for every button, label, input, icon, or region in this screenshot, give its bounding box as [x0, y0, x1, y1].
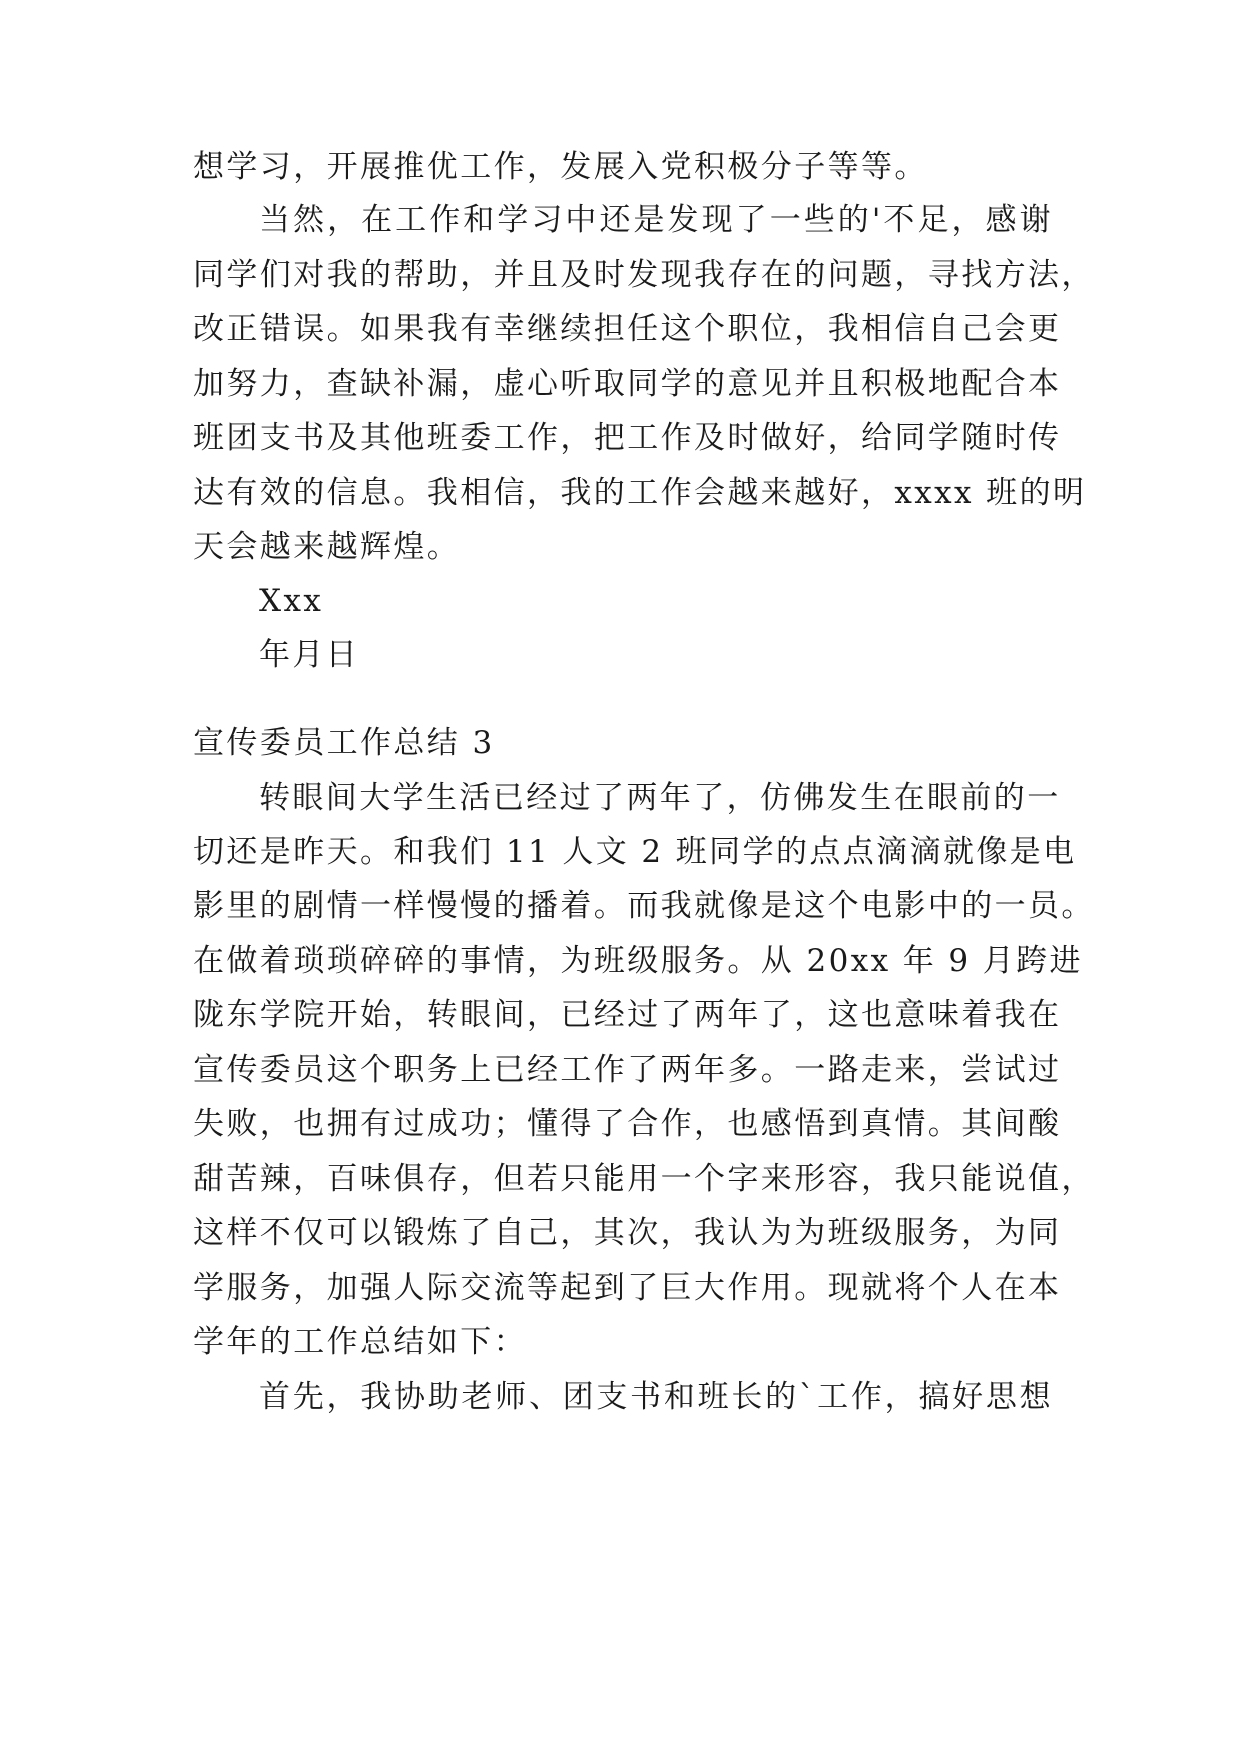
signature-name: Xxx: [259, 583, 324, 619]
paragraph-line: 班团支书及其他班委工作，把工作及时做好，给同学随时传: [193, 420, 1062, 456]
paragraph-line: 当然，在工作和学习中还是发现了一些的'不足，感谢: [259, 202, 1053, 238]
paragraph-line: 甜苦辣，百味俱存，但若只能用一个字来形容，我只能说值，: [193, 1161, 1095, 1197]
paragraph-line: 失败，也拥有过成功；懂得了合作，也感悟到真情。其间酸: [193, 1106, 1062, 1142]
paragraph-line: 想学习，开展推优工作，发展入党积极分子等等。: [193, 149, 928, 185]
paragraph-line: 宣传委员这个职务上已经工作了两年多。一路走来，尝试过: [193, 1052, 1062, 1088]
paragraph-line: 影里的剧情一样慢慢的播着。而我就像是这个电影中的一员。: [193, 888, 1095, 924]
paragraph-line: 转眼间大学生活已经过了两年了，仿佛发生在眼前的一: [259, 780, 1061, 816]
paragraph-line: 学年的工作总结如下：: [193, 1324, 527, 1360]
signature-date: 年月日: [259, 637, 360, 673]
paragraph-line: 学服务，加强人际交流等起到了巨大作用。现就将个人在本: [193, 1270, 1062, 1306]
section-heading: 宣传委员工作总结 3: [193, 725, 495, 761]
paragraph-line: 首先，我协助老师、团支书和班长的`工作，搞好思想: [259, 1379, 1053, 1415]
paragraph-line: 陇东学院开始，转眼间，已经过了两年了，这也意味着我在: [193, 997, 1062, 1033]
paragraph-line: 加努力，查缺补漏，虚心听取同学的意见并且积极地配合本: [193, 366, 1062, 402]
paragraph-line: 在做着琐琐碎碎的事情，为班级服务。从 20xx 年 9 月跨进: [193, 943, 1083, 979]
paragraph-line: 这样不仅可以锻炼了自己，其次，我认为为班级服务，为同: [193, 1215, 1062, 1251]
paragraph-line: 改正错误。如果我有幸继续担任这个职位，我相信自己会更: [193, 311, 1062, 347]
paragraph-line: 切还是昨天。和我们 11 人文 2 班同学的点点滴滴就像是电: [193, 834, 1077, 870]
paragraph-line: 天会越来越辉煌。: [193, 529, 461, 565]
paragraph-line: 同学们对我的帮助，并且及时发现我存在的问题，寻找方法，: [193, 257, 1095, 293]
paragraph-line: 达有效的信息。我相信，我的工作会越来越好，xxxx 班的明: [193, 475, 1087, 511]
